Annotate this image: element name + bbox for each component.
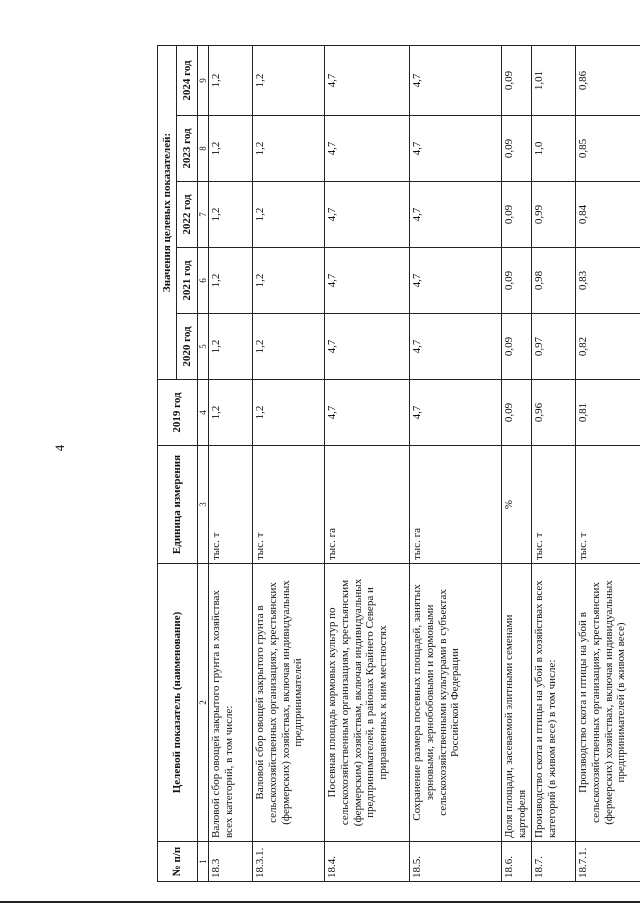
row-unit: тыс. т — [532, 446, 576, 564]
row-value: 4,7 — [410, 380, 502, 446]
row-value: 1,2 — [209, 314, 253, 380]
header-unit: Единица измерения — [158, 446, 198, 564]
row-unit: тыс. га — [325, 446, 410, 564]
row-value: 1,2 — [209, 380, 253, 446]
row-value: 0,83 — [576, 248, 640, 314]
row-unit: тыс. га — [410, 446, 502, 564]
row-value: 4,7 — [325, 314, 410, 380]
row-name: Валовой сбор овощей закрытого грунта в хозяйствах всех категорий, в том числе: — [209, 564, 253, 842]
row-name: Производство скота и птицы на убой в хозяйствах всех категорий (в живом весе) в том числе: — [532, 564, 576, 842]
row-num: 18.7.1. — [576, 842, 640, 882]
row-unit: тыс. т — [253, 446, 325, 564]
row-num: 18.6. — [502, 842, 532, 882]
row-value: 4,7 — [325, 45, 410, 115]
row-value: 1,2 — [209, 45, 253, 115]
row-value: 0,81 — [576, 380, 640, 446]
header-2022: 2022 год — [177, 182, 198, 248]
header-2019: 2019 год — [158, 380, 198, 446]
row-value: 0,09 — [502, 182, 532, 248]
row-value: 4,7 — [410, 182, 502, 248]
row-num: 18.7. — [532, 842, 576, 882]
row-name: Сохранение размера посевных площадей, занятых зерновыми, зернобобовыми и кормовыми сельскохозяйственными культурами в субъектах Российской Федерации — [410, 564, 502, 842]
row-value: 0,82 — [576, 314, 640, 380]
row-value: 1,2 — [253, 248, 325, 314]
header-target-group: Значения целевых показателей: — [158, 45, 177, 379]
row-value: 1,2 — [253, 116, 325, 182]
page-bottom-rule — [0, 901, 640, 903]
row-name: Посевная площадь кормовых культур по сельскохозяйственным организациям, крестьянским (фермерским) хозяйствам, включая индивидуальных предпринимателей, в районах Крайнего Севера и приравненных к ним местностях — [325, 564, 410, 842]
target-indicators-table — [157, 45, 640, 882]
row-value: 4,7 — [410, 314, 502, 380]
header-2021: 2021 год — [177, 248, 198, 314]
row-value: 4,7 — [325, 248, 410, 314]
table-row — [410, 45, 502, 881]
row-value: 1,2 — [209, 248, 253, 314]
row-value: 4,7 — [410, 116, 502, 182]
row-value: 4,7 — [410, 248, 502, 314]
row-num: 18.4. — [325, 842, 410, 882]
row-value: 1,2 — [253, 182, 325, 248]
header-num: № п/п — [158, 842, 198, 882]
row-unit: тыс. т — [576, 446, 640, 564]
table-row — [209, 45, 253, 881]
row-value: 0,86 — [576, 45, 640, 115]
row-value: 0,99 — [532, 182, 576, 248]
row-value: 0,97 — [532, 314, 576, 380]
col-index: 7 — [198, 182, 209, 248]
header-name: Целевой показатель (наименование) — [158, 564, 198, 842]
row-value: 0,98 — [532, 248, 576, 314]
row-name: Производство скота и птицы на убой в сельскохозяйственных организациях, крестьянских (фермерских) хозяйствах, включая индивидуальных предпринимателей (в живом весе) — [576, 564, 640, 842]
table-row — [502, 45, 532, 881]
rotated-table-wrapper — [157, 46, 628, 882]
row-num: 18.3.1. — [253, 842, 325, 882]
col-index: 2 — [198, 564, 209, 842]
row-value: 1,2 — [253, 45, 325, 115]
header-2020: 2020 год — [177, 314, 198, 380]
row-value: 0,84 — [576, 182, 640, 248]
row-name: Доля площади, засеваемой элитными семенами картофеля — [502, 564, 532, 842]
col-index: 1 — [198, 842, 209, 882]
header-2023: 2023 год — [177, 116, 198, 182]
row-value: 1,2 — [253, 380, 325, 446]
row-value: 0,09 — [502, 380, 532, 446]
row-num: 18.5. — [410, 842, 502, 882]
header-2024: 2024 год — [177, 45, 198, 115]
row-unit: % — [502, 446, 532, 564]
col-index: 9 — [198, 45, 209, 115]
col-index: 3 — [198, 446, 209, 564]
row-value: 0,09 — [502, 45, 532, 115]
col-index: 5 — [198, 314, 209, 380]
table-row — [325, 45, 410, 881]
row-value: 0,96 — [532, 380, 576, 446]
col-index: 4 — [198, 380, 209, 446]
row-num: 18.3 — [209, 842, 253, 882]
row-value: 4,7 — [410, 45, 502, 115]
row-unit: тыс. т — [209, 446, 253, 564]
row-value: 1,2 — [253, 314, 325, 380]
page-number: 4 — [52, 444, 67, 452]
table-row — [532, 45, 576, 881]
row-value: 1,2 — [209, 182, 253, 248]
row-value: 1,01 — [532, 45, 576, 115]
table-row — [576, 45, 640, 881]
col-index: 8 — [198, 116, 209, 182]
row-value: 4,7 — [325, 116, 410, 182]
row-value: 0,09 — [502, 314, 532, 380]
row-value: 1,0 — [532, 116, 576, 182]
row-value: 1,2 — [209, 116, 253, 182]
col-index: 6 — [198, 248, 209, 314]
row-value: 4,7 — [325, 182, 410, 248]
row-value: 4,7 — [325, 380, 410, 446]
row-value: 0,09 — [502, 116, 532, 182]
row-value: 0,09 — [502, 248, 532, 314]
row-value: 0,85 — [576, 116, 640, 182]
table-row — [253, 45, 325, 881]
row-name: Валовой сбор овощей закрытого грунта в сельскохозяйственных организациях, крестьянских (фермерских) хозяйствах, включая индивидуальных предпринимателей — [253, 564, 325, 842]
